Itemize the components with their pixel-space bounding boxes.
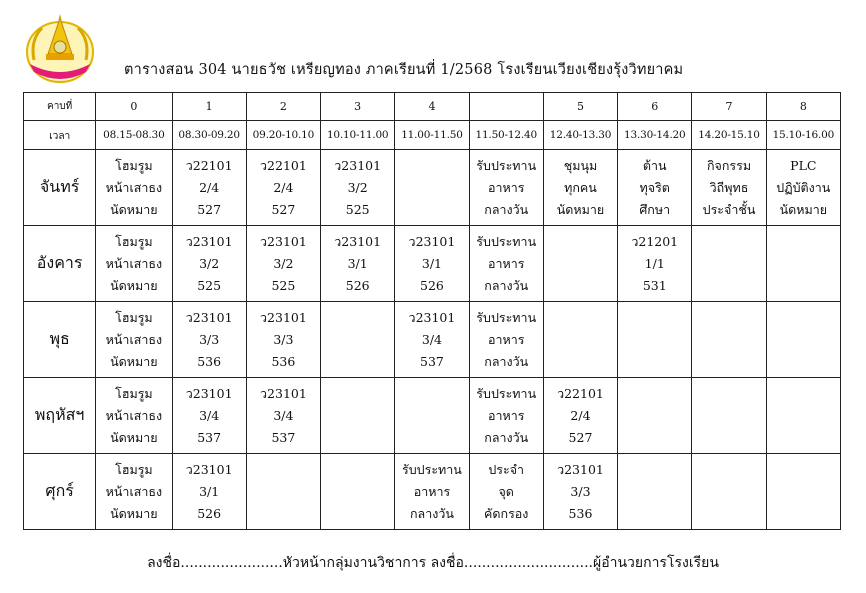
day-row [24,454,841,530]
time-slot: 11.50-12.40 [469,121,543,150]
schedule-cell [618,226,692,302]
day-name: อังคาร [24,226,96,302]
page-title: ตารางสอน 304 นายธวัช เหรียญทอง ภาคเรียนที่ 1/2568 โรงเรียนเวียงเชียงรุ้งวิทยาคม [124,62,684,78]
day-name: พุธ [24,302,96,378]
schedule-cell [543,454,617,530]
schedule-cell [96,454,172,530]
period-number: 0 [96,93,172,121]
schedule-cell [246,378,320,454]
cell-line: อาหาร [487,331,525,347]
cell-line: กลางวัน [484,353,529,369]
schedule-cell [395,150,469,226]
cell-line: จุด [498,483,514,499]
schedule-cell [395,302,469,378]
cell-line: 536 [568,505,593,521]
cell-line: 525 [197,277,222,293]
schedule-cell [543,226,617,302]
cell-line: PLC [790,157,817,173]
schedule-cell [246,226,320,302]
cell-line: อาหาร [487,179,525,195]
day-row [24,226,841,302]
cell-line: ปฏิบัติงาน [776,179,831,195]
time-slot: 08.15-08.30 [96,121,172,150]
cell-line: โฮมรูม [115,233,153,249]
cell-line: หน้าเสาธง [105,179,163,195]
cell-line: 526 [197,505,222,521]
cell-line: ทุกคน [564,179,597,195]
cell-line: ว22101 [260,157,307,173]
cell-line: 537 [197,429,222,445]
cell-line: วิถีพุทธ [709,179,749,195]
schedule-cell [469,454,543,530]
schedule-cell [692,150,766,226]
period-label: คาบที่ [24,93,96,121]
schedule-cell [618,150,692,226]
cell-line: ว23101 [334,157,382,173]
cell-line: 1/1 [644,255,665,271]
schedule-cell [469,378,543,454]
cell-line: 536 [197,353,222,369]
cell-line: รับประทาน [402,461,462,477]
cell-line: ว23101 [185,461,233,477]
schedule-cell [96,150,172,226]
time-slot: 11.00-11.50 [395,121,469,150]
schedule-cell [172,226,246,302]
cell-line: กลางวัน [484,201,529,217]
cell-line: นัดหมาย [110,277,158,293]
time-slot: 09.20-10.10 [246,121,320,150]
cell-line: หน้าเสาธง [105,255,163,271]
day-row [24,378,841,454]
period-number: 8 [766,93,840,121]
schedule-cell [246,454,320,530]
schedule-cell [246,302,320,378]
schedule-cell [321,150,395,226]
schedule-cell [395,378,469,454]
cell-line: ว23101 [185,309,233,325]
signature-line: ลงชื่อ.......................หัวหน้ากลุ่มงานวิชาการ ลงชื่อ.............................ผู้อำนวยการโรงเรียน [147,555,719,571]
schedule-cell [395,454,469,530]
schedule-cell [618,302,692,378]
time-slot: 15.10-16.00 [766,121,840,150]
cell-line: หน้าเสาธง [105,407,163,423]
school-emblem-icon [24,14,96,84]
cell-line: ประจำ [488,461,525,477]
period-number: 3 [321,93,395,121]
schedule-cell [395,226,469,302]
cell-line: อาหาร [487,255,525,271]
day-row [24,150,841,226]
cell-line: โฮมรูม [115,461,153,477]
cell-line: นัดหมาย [556,201,605,217]
time-slot: 14.20-15.10 [692,121,766,150]
cell-line: 527 [271,201,296,217]
cell-line: 537 [271,429,296,445]
cell-line: ว23101 [185,385,233,401]
schedule-cell [246,150,320,226]
cell-line: 526 [345,277,370,293]
time-slot: 08.30-09.20 [172,121,246,150]
day-name: จันทร์ [24,150,96,226]
period-number: 4 [395,93,469,121]
schedule-cell [766,454,840,530]
cell-line: ว23101 [557,461,604,477]
cell-line: นัดหมาย [110,505,158,521]
period-number: 2 [246,93,320,121]
cell-line: นัดหมาย [779,201,828,217]
schedule-cell [172,378,246,454]
time-label: เวลา [24,121,96,150]
period-number: 6 [618,93,692,121]
period-number: 5 [543,93,617,121]
cell-line: 3/1 [199,483,220,499]
schedule-cell [766,150,840,226]
cell-line: 526 [420,277,444,293]
cell-line: คัดกรอง [484,505,529,521]
schedule-cell [172,150,246,226]
cell-line: นัดหมาย [110,353,158,369]
cell-line: 525 [345,201,370,217]
time-slot: 13.30-14.20 [618,121,692,150]
schedule-cell [321,454,395,530]
time-header-row [24,121,841,150]
schedule-cell [618,378,692,454]
timetable [23,92,841,530]
cell-line: 527 [568,429,593,445]
schedule-cell [692,226,766,302]
schedule-cell [469,302,543,378]
cell-line: 2/4 [570,407,591,423]
cell-line: รับประทาน [476,309,537,325]
schedule-cell [618,454,692,530]
schedule-cell [543,150,617,226]
cell-line: 3/2 [199,255,220,271]
time-slot: 12.40-13.30 [543,121,617,150]
cell-line: ว22101 [185,157,233,173]
cell-line: อาหาร [413,483,451,499]
cell-line: 531 [642,277,667,293]
time-slot: 10.10-11.00 [321,121,395,150]
cell-line: 3/3 [199,331,220,347]
cell-line: ว23101 [260,309,307,325]
cell-line: รับประทาน [476,233,537,249]
cell-line: กลางวัน [409,505,454,521]
cell-line: ว21201 [631,233,679,249]
schedule-cell [321,378,395,454]
period-number: 1 [172,93,246,121]
schedule-cell [469,226,543,302]
schedule-cell [321,302,395,378]
period-number [469,93,543,121]
schedule-cell [321,226,395,302]
schedule-cell [766,378,840,454]
schedule-cell [172,454,246,530]
cell-line: รับประทาน [476,157,537,173]
cell-line: 536 [271,353,296,369]
cell-line: 3/4 [421,331,442,347]
cell-line: 3/3 [570,483,591,499]
cell-line: 3/2 [273,255,294,271]
cell-line: 3/3 [273,331,294,347]
period-header-row [24,93,841,121]
cell-line: 3/4 [199,407,220,423]
cell-line: ว23101 [260,385,307,401]
schedule-cell [543,302,617,378]
cell-line: ว23101 [334,233,382,249]
cell-line: 3/1 [347,255,368,271]
cell-line: 3/1 [421,255,442,271]
schedule-cell [692,302,766,378]
day-row [24,302,841,378]
cell-line: ว23101 [260,233,307,249]
cell-line: 3/4 [273,407,294,423]
cell-line: 527 [197,201,222,217]
schedule-cell [692,378,766,454]
cell-line: ว23101 [408,233,456,249]
schedule-cell [543,378,617,454]
schedule-cell [96,378,172,454]
cell-line: ชุมนุม [563,157,598,173]
cell-line: โฮมรูม [115,157,153,173]
schedule-cell [172,302,246,378]
schedule-cell [96,226,172,302]
schedule-cell [766,302,840,378]
schedule-cell [692,454,766,530]
cell-line: 525 [271,277,296,293]
cell-line: ว22101 [557,385,604,401]
cell-line: อาหาร [487,407,525,423]
cell-line: 537 [420,353,444,369]
cell-line: 2/4 [199,179,220,195]
cell-line: ศึกษา [639,201,671,217]
cell-line: ประจำชั้น [702,201,756,217]
cell-line: ทุจริต [639,179,670,195]
cell-line: หน้าเสาธง [105,483,163,499]
day-name: ศุกร์ [24,454,96,530]
cell-line: กลางวัน [484,429,529,445]
schedule-cell [469,150,543,226]
cell-line: กลางวัน [484,277,529,293]
cell-line: กิจกรรม [706,157,752,173]
schedule-cell [96,302,172,378]
cell-line: ว23101 [408,309,456,325]
period-number: 7 [692,93,766,121]
cell-line: 2/4 [273,179,294,195]
cell-line: ว23101 [185,233,233,249]
schedule-cell [766,226,840,302]
cell-line: นัดหมาย [110,429,158,445]
cell-line: นัดหมาย [110,201,158,217]
cell-line: 3/2 [347,179,368,195]
cell-line: โฮมรูม [115,385,153,401]
day-name: พฤหัสฯ [24,378,96,454]
cell-line: รับประทาน [476,385,537,401]
cell-line: หน้าเสาธง [105,331,163,347]
cell-line: ต้าน [642,157,667,173]
cell-line: โฮมรูม [115,309,153,325]
